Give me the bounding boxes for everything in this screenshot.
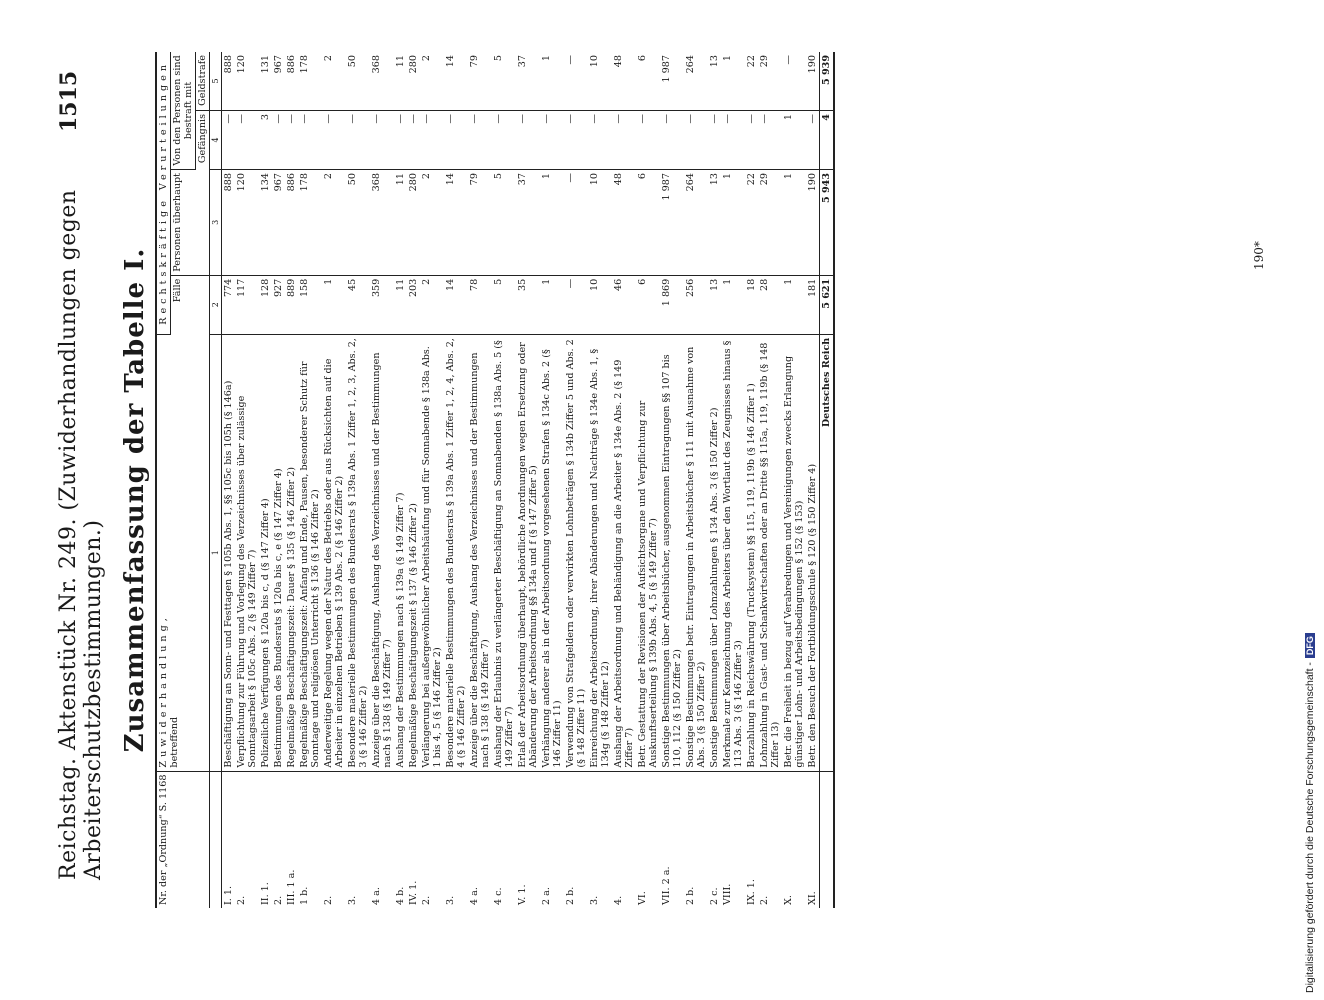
row-geld: 79 xyxy=(468,52,492,111)
row-personen: — xyxy=(564,170,588,276)
row-gef: 3 xyxy=(259,111,272,170)
table-row xyxy=(468,52,492,908)
row-desc: Beschäftigung an Sonn- und Festtagen § 105b Abs. 1, §§ 105c bis 105h (§ 146a) xyxy=(222,334,236,771)
row-personen: 1 xyxy=(540,170,564,276)
row-desc: Merkmale zur Kennzeichnung des Arbeiters über den Wortlaut des Zeugnisses hinaus § 113 Abs. 3 (§ 146 Ziffer 3) xyxy=(721,334,745,771)
table-row xyxy=(394,52,407,908)
table-row xyxy=(346,52,370,908)
idx-blank xyxy=(210,771,222,908)
row-desc: Anderweitige Regelung wegen der Natur des Betriebs oder aus Rücksichten auf die Arbeiter in einzelnen Betrieben § 139 Abs. 2 (§ 146 Ziffer 2) xyxy=(322,334,346,771)
page-marker: 190* xyxy=(1252,241,1266,270)
row-geld: 131 xyxy=(259,52,272,111)
row-nr: 3. xyxy=(347,895,358,905)
col-group-header: Rechtskräftige Verurteilungen xyxy=(156,52,171,334)
row-faelle: 1 xyxy=(322,275,346,334)
row-geld: — xyxy=(564,52,588,111)
row-faelle: 359 xyxy=(370,275,394,334)
row-desc: Regelmäßige Beschäftigungszeit: Anfang und Ende, Pausen, besonderer Schutz für Sonntage und religiösen Unterricht § 136 (§ 146 Ziffer 2) xyxy=(298,334,322,771)
row-desc: Bestimmungen des Bundesrats § 120a bis c, e (§ 147 Ziffer 4) xyxy=(272,334,285,771)
table-row xyxy=(588,52,612,908)
row-gef: — xyxy=(272,111,285,170)
row-personen: 14 xyxy=(444,170,468,276)
row-faelle: 6 xyxy=(636,275,660,334)
col-desc-main: Zuwiderhandlung, xyxy=(158,614,169,768)
row-personen: 1 xyxy=(721,170,745,276)
row-desc: Sonstige Bestimmungen über Arbeitsbücher, ausgenommen Eintragungen §§ 107 bis 110, 112 (§ 150 Ziffer 2) xyxy=(660,334,684,771)
table-row xyxy=(745,52,758,908)
row-geld: 178 xyxy=(298,52,322,111)
row-faelle: 181 xyxy=(806,275,820,334)
row-desc: Verlängerung bei außergewöhnlicher Arbeitshäufung und für Sonnabende § 138a Abs. 1 bis 4, 5 (§ 146 Ziffer 2) xyxy=(420,334,444,771)
col-desc-sub: betreffend xyxy=(169,716,180,768)
page-title: Zusammenfassung der Tabelle I. xyxy=(120,247,150,753)
row-desc: Anzeige über die Beschäftigung, Aushang des Verzeichnisses und der Bestimmungen nach § 138 (§ 149 Ziffer 7) xyxy=(468,334,492,771)
row-personen: 29 xyxy=(758,170,782,276)
row-desc: Betr. Gestattung der Revisionen der Aufsichtsorgane und Verpflichtung zur Auskunftserteilung § 139b Abs. 4, 5 (§ 149 Ziffer 7) xyxy=(636,334,660,771)
total-label: Deutsches Reich xyxy=(820,334,835,771)
row-geld: 1 987 xyxy=(660,52,684,111)
row-personen: 1 xyxy=(782,170,806,276)
row-nr: 4 a. xyxy=(371,887,382,905)
row-personen: 2 xyxy=(420,170,444,276)
digitization-note xyxy=(1300,8,1322,998)
row-faelle: 1 xyxy=(721,275,745,334)
idx-4: 4 xyxy=(210,111,222,170)
table-row xyxy=(564,52,588,908)
summary-table xyxy=(155,52,835,908)
col-vonden-header: Von den Personen sind bestraft mit xyxy=(171,52,196,170)
table-row xyxy=(222,52,236,908)
table-body xyxy=(222,52,820,908)
table-row xyxy=(407,52,420,908)
row-desc: Sonstige Bestimmungen über Lohnzahlungen § 134 Abs. 3 (§ 150 Ziffer 2) xyxy=(708,334,721,771)
col-geld-header: Geldstrafe xyxy=(196,52,210,111)
row-desc: Erlaß der Arbeitsordnung überhaupt, behördliche Anordnungen wegen Ersetzung oder Abänderung der Arbeitsordnung §§ 134a und f (§ 147 Ziffer 5) xyxy=(516,334,540,771)
row-faelle: 28 xyxy=(758,275,782,334)
row-gef: — xyxy=(758,111,782,170)
row-personen: 264 xyxy=(684,170,708,276)
total-nr xyxy=(820,771,835,908)
row-faelle: 78 xyxy=(468,275,492,334)
row-faelle: 13 xyxy=(708,275,721,334)
row-geld: — xyxy=(782,52,806,111)
row-faelle: 2 xyxy=(420,275,444,334)
row-nr: 2. xyxy=(273,895,284,905)
row-desc: Verpflichtung zur Führung und Vorlegung des Verzeichnisses über zulässige Sonntagsarbeit § 105c Abs. 2 (§ 149 Ziffer 7) xyxy=(235,334,259,771)
row-geld: 22 xyxy=(745,52,758,111)
row-personen: 5 xyxy=(492,170,516,276)
row-nr: 2. xyxy=(421,895,432,905)
row-personen: 120 xyxy=(235,170,259,276)
digitization-text: Digitalisierung gefördert durch die Deutsche Forschungsgemeinschaft - xyxy=(1304,662,1316,993)
idx-3: 3 xyxy=(210,170,222,276)
idx-2: 2 xyxy=(210,275,222,334)
running-header: Reichstag. Aktenstück Nr. 249. (Zuwiderhandlungen gegen Arbeiterschutzbestimmungen.) xyxy=(56,189,106,880)
row-personen: 368 xyxy=(370,170,394,276)
row-faelle: 256 xyxy=(684,275,708,334)
row-gef: — xyxy=(745,111,758,170)
row-faelle: 117 xyxy=(235,275,259,334)
row-desc: Anzeige über die Beschäftigung, Aushang des Verzeichnisses und der Bestimmungen nach § 138 (§ 149 Ziffer 7) xyxy=(370,334,394,771)
table-row xyxy=(684,52,708,908)
total-faelle: 5 621 xyxy=(820,275,835,334)
row-geld: 48 xyxy=(612,52,636,111)
row-desc: Polizeiliche Verfügungen § 120a bis c, d (§ 147 Ziffer 4) xyxy=(259,334,272,771)
row-faelle: 35 xyxy=(516,275,540,334)
total-personen: 5 943 xyxy=(820,170,835,276)
row-gef: 1 xyxy=(782,111,806,170)
row-desc: Betr. den Besuch der Fortbildungsschule § 120 (§ 150 Ziffer 4) xyxy=(806,334,820,771)
row-gef: — xyxy=(285,111,298,170)
col-personen-header: Personen überhaupt xyxy=(171,170,210,276)
idx-5: 5 xyxy=(210,52,222,111)
total-row xyxy=(820,52,835,908)
row-desc: Aushang der Bestimmungen nach § 139a (§ 149 Ziffer 7) xyxy=(394,334,407,771)
row-nr: 3. xyxy=(589,895,600,905)
row-gef: — xyxy=(407,111,420,170)
col-nr-header: Nr. der „Ordnung“ S. 1168 xyxy=(156,771,210,908)
row-personen: 79 xyxy=(468,170,492,276)
row-geld: 29 xyxy=(758,52,782,111)
row-personen: 967 xyxy=(272,170,285,276)
row-nr: 2 c. xyxy=(709,887,720,905)
row-gef: — xyxy=(660,111,684,170)
row-faelle: 128 xyxy=(259,275,272,334)
row-personen: 11 xyxy=(394,170,407,276)
page-number: 1515 xyxy=(56,70,82,132)
row-nr: III. 1 a. xyxy=(286,869,297,905)
row-gef: — xyxy=(721,111,745,170)
col-gef-header: Gefängnis xyxy=(196,111,210,170)
table-row xyxy=(636,52,660,908)
row-nr: 4 b. xyxy=(395,886,406,905)
row-desc: Aushang der Arbeitsordnung und Behändigung an die Arbeiter § 134e Abs. 2 (§ 149 Ziffer 7) xyxy=(612,334,636,771)
row-faelle: 11 xyxy=(394,275,407,334)
row-nr: VI. xyxy=(637,891,648,905)
row-nr: 2 b. xyxy=(685,886,696,905)
row-personen: 280 xyxy=(407,170,420,276)
table-row xyxy=(758,52,782,908)
total-geld: 5 939 xyxy=(820,52,835,111)
table-row xyxy=(492,52,516,908)
row-geld: 6 xyxy=(636,52,660,111)
row-geld: 120 xyxy=(235,52,259,111)
table-row xyxy=(516,52,540,908)
table-row xyxy=(298,52,322,908)
row-gef: — xyxy=(612,111,636,170)
table-row xyxy=(322,52,346,908)
row-nr: 3. xyxy=(445,895,456,905)
col-faelle-header: Fälle xyxy=(171,275,210,334)
row-personen: 22 xyxy=(745,170,758,276)
row-personen: 888 xyxy=(222,170,236,276)
table-row xyxy=(660,52,684,908)
row-geld: 1 xyxy=(540,52,564,111)
row-gef: — xyxy=(806,111,820,170)
row-geld: 2 xyxy=(322,52,346,111)
row-desc: Regelmäßige Beschäftigungszeit: Dauer § 135 (§ 146 Ziffer 2) xyxy=(285,334,298,771)
row-gef: — xyxy=(708,111,721,170)
row-faelle: 5 xyxy=(492,275,516,334)
row-desc: Betr. die Freiheit in bezug auf Verabredungen und Vereinigungen zwecks Erlangung günstiger Lohn- und Arbeitsbedingungen § 152 (§ 153) xyxy=(782,334,806,771)
row-personen: 50 xyxy=(346,170,370,276)
row-faelle: 774 xyxy=(222,275,236,334)
row-geld: 368 xyxy=(370,52,394,111)
row-gef: — xyxy=(444,111,468,170)
table-row xyxy=(285,52,298,908)
row-nr: II. 1. xyxy=(260,882,271,905)
row-nr: IV. 1. xyxy=(408,880,419,905)
row-gef: — xyxy=(492,111,516,170)
row-desc: Verhängung anderer als in der Arbeitsordnung vorgesehenen Strafen § 134c Abs. 2 (§ 146 Ziffer 11) xyxy=(540,334,564,771)
row-faelle: 46 xyxy=(612,275,636,334)
total-gef: 4 xyxy=(820,111,835,170)
row-gef: — xyxy=(298,111,322,170)
row-geld: 5 xyxy=(492,52,516,111)
row-nr: V. 1. xyxy=(517,884,528,905)
table-row xyxy=(782,52,806,908)
row-personen: 37 xyxy=(516,170,540,276)
row-personen: 2 xyxy=(322,170,346,276)
row-desc: Lohnzahlung in Gast- und Schankwirtschaften oder an Dritte §§ 115a, 119, 119b (§ 148 Ziffer 13) xyxy=(758,334,782,771)
row-desc: Besondere materielle Bestimmungen des Bundesrats § 139a Abs. 1 Ziffer 1, 2, 3, Abs. 2, 3 (§ 146 Ziffer 2) xyxy=(346,334,370,771)
table-row xyxy=(721,52,745,908)
row-nr: X. xyxy=(783,895,794,905)
table-row xyxy=(806,52,820,908)
row-gef: — xyxy=(394,111,407,170)
row-nr: 4. xyxy=(613,895,624,905)
row-desc: Besondere materielle Bestimmungen des Bundesrats § 139a Abs. 1 Ziffer 1, 2, 4, Abs. 2, 4 (§ 146 Ziffer 2) xyxy=(444,334,468,771)
row-gef: — xyxy=(684,111,708,170)
row-gef: — xyxy=(636,111,660,170)
row-geld: 13 xyxy=(708,52,721,111)
row-faelle: 889 xyxy=(285,275,298,334)
row-desc: Barzahlung in Reichswährung (Trucksystem) §§ 115, 119, 119b (§ 146 Ziffer 1) xyxy=(745,334,758,771)
row-nr: 2. xyxy=(323,895,334,905)
row-desc: Aushang der Erlaubnis zu verlängerter Beschäftigung an Sonnabenden § 138a Abs. 5 (§ 149 Ziffer 7) xyxy=(492,334,516,771)
table-row xyxy=(612,52,636,908)
row-faelle: 1 xyxy=(540,275,564,334)
row-desc: Einreichung der Arbeitsordnung, ihrer Abänderungen und Nachträge § 134e Abs. 1, § 134g (§ 148 Ziffer 12) xyxy=(588,334,612,771)
row-personen: 886 xyxy=(285,170,298,276)
row-nr: 2 a. xyxy=(541,887,552,905)
row-nr: I. 1. xyxy=(223,885,234,905)
row-faelle: 18 xyxy=(745,275,758,334)
row-nr: 2 b. xyxy=(565,886,576,905)
table-row xyxy=(235,52,259,908)
row-gef: — xyxy=(222,111,236,170)
row-geld: 280 xyxy=(407,52,420,111)
table-row xyxy=(708,52,721,908)
row-personen: 190 xyxy=(806,170,820,276)
table-row xyxy=(444,52,468,908)
table-row xyxy=(272,52,285,908)
row-geld: 190 xyxy=(806,52,820,111)
table-row xyxy=(259,52,272,908)
table-row xyxy=(370,52,394,908)
row-geld: 967 xyxy=(272,52,285,111)
row-geld: 264 xyxy=(684,52,708,111)
row-geld: 1 xyxy=(721,52,745,111)
row-personen: 134 xyxy=(259,170,272,276)
row-personen: 13 xyxy=(708,170,721,276)
row-geld: 10 xyxy=(588,52,612,111)
row-faelle: 10 xyxy=(588,275,612,334)
row-faelle: 203 xyxy=(407,275,420,334)
row-geld: 14 xyxy=(444,52,468,111)
row-geld: 37 xyxy=(516,52,540,111)
row-nr: 2. xyxy=(759,895,770,905)
row-nr: XI. xyxy=(807,891,818,905)
row-faelle: 1 869 xyxy=(660,275,684,334)
row-nr: 2. xyxy=(236,895,247,905)
row-gef: — xyxy=(370,111,394,170)
row-nr: 4 a. xyxy=(469,887,480,905)
table-row xyxy=(540,52,564,908)
row-gef: — xyxy=(420,111,444,170)
row-gef: — xyxy=(564,111,588,170)
row-gef: — xyxy=(588,111,612,170)
row-geld: 50 xyxy=(346,52,370,111)
row-gef: — xyxy=(322,111,346,170)
row-personen: 1 987 xyxy=(660,170,684,276)
row-gef: — xyxy=(468,111,492,170)
row-nr: 4 c. xyxy=(493,887,504,905)
row-gef: — xyxy=(516,111,540,170)
row-personen: 178 xyxy=(298,170,322,276)
row-personen: 6 xyxy=(636,170,660,276)
row-personen: 10 xyxy=(588,170,612,276)
row-faelle: 927 xyxy=(272,275,285,334)
row-nr: VIII. xyxy=(722,883,733,905)
idx-1: 1 xyxy=(210,334,222,771)
row-faelle: — xyxy=(564,275,588,334)
row-desc: Verwendung von Strafgeldern oder verwirkten Lohnbeträgen § 134b Ziffer 5 und Abs. 2 (§ 148 Ziffer 11) xyxy=(564,334,588,771)
table-row xyxy=(420,52,444,908)
row-personen: 48 xyxy=(612,170,636,276)
row-geld: 888 xyxy=(222,52,236,111)
row-faelle: 14 xyxy=(444,275,468,334)
row-nr: IX. 1. xyxy=(746,879,757,905)
row-geld: 2 xyxy=(420,52,444,111)
row-geld: 11 xyxy=(394,52,407,111)
dfg-logo: DFG xyxy=(1305,633,1315,658)
row-faelle: 1 xyxy=(782,275,806,334)
row-faelle: 45 xyxy=(346,275,370,334)
row-gef: — xyxy=(235,111,259,170)
row-desc: Sonstige Bestimmungen betr. Eintragungen in Arbeitsbücher § 111 mit Ausnahme von Abs. 3 (§ 150 Ziffer 2) xyxy=(684,334,708,771)
row-desc: Regelmäßige Beschäftigungszeit § 137 (§ 146 Ziffer 2) xyxy=(407,334,420,771)
row-nr: VII. 2 a. xyxy=(661,866,672,905)
row-gef: — xyxy=(346,111,370,170)
row-gef: — xyxy=(540,111,564,170)
row-geld: 886 xyxy=(285,52,298,111)
row-nr: 1 b. xyxy=(299,886,310,905)
row-faelle: 158 xyxy=(298,275,322,334)
col-desc-header xyxy=(156,334,210,771)
